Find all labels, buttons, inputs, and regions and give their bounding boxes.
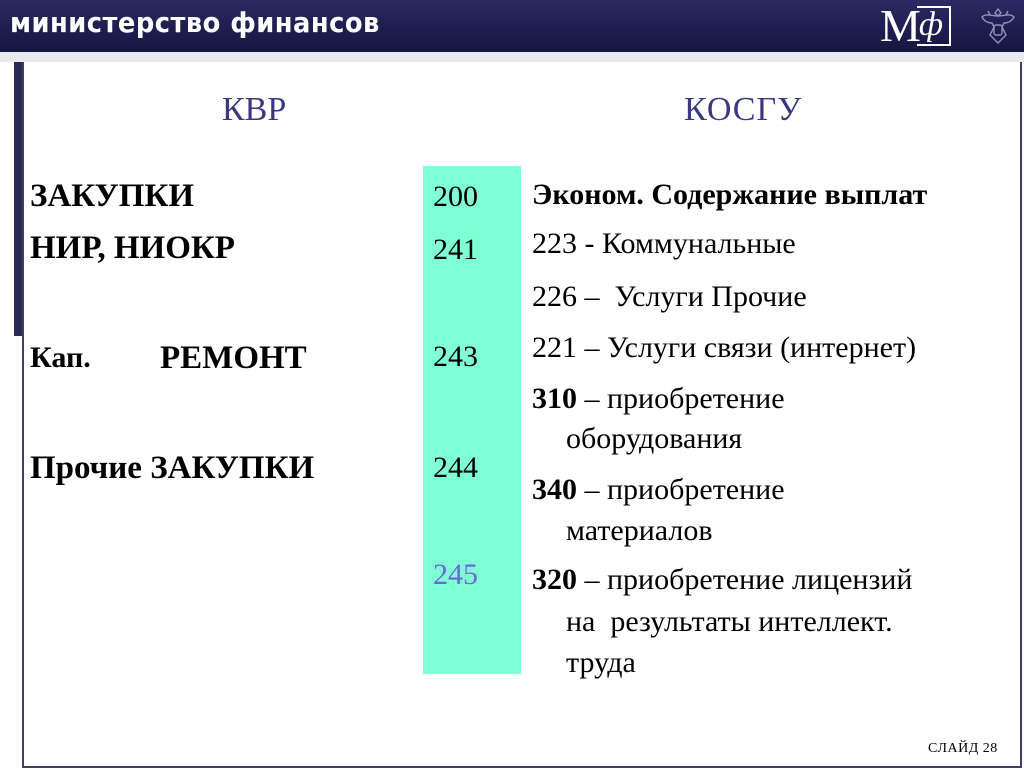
kosgu-code: 223 xyxy=(532,227,577,260)
slide-number: СЛАЙД 28 xyxy=(928,741,998,756)
label-remont: РЕМОНТ xyxy=(160,340,307,376)
kosgu-code: 310 xyxy=(532,382,577,415)
kosgu-subheading: Эконом. Содержание выплат xyxy=(532,178,928,211)
kosgu-item-320-cont2: труда xyxy=(566,646,636,679)
label-zakupki: ЗАКУПКИ xyxy=(30,178,195,214)
kosgu-text: – приобретение лицензий xyxy=(577,563,913,596)
kosgu-code: 221 xyxy=(532,331,577,364)
frame-left-border xyxy=(22,62,24,768)
kosgu-item-223 xyxy=(532,223,796,265)
kosgu-text: – приобретение xyxy=(577,473,785,506)
kosgu-code: 226 xyxy=(532,280,577,313)
logo-letter-f: ф xyxy=(917,6,951,46)
header-underline xyxy=(0,52,1024,62)
label-nir-niokr: НИР, НИОКР xyxy=(30,230,235,266)
kosgu-text: – приобретение xyxy=(577,382,785,415)
kosgu-text: – Услуги связи (интернет) xyxy=(577,331,917,364)
code-245: 245 xyxy=(433,558,478,591)
header-banner xyxy=(0,0,1024,52)
kosgu-item-310 xyxy=(532,378,785,420)
code-200: 200 xyxy=(433,180,478,213)
kosgu-item-221 xyxy=(532,327,916,369)
left-accent-bar xyxy=(14,62,22,336)
label-prochie-zakupki: Прочие ЗАКУПКИ xyxy=(30,450,315,486)
double-headed-eagle-icon xyxy=(978,5,1018,47)
label-kap: Кап. xyxy=(30,341,91,374)
logo-letter-m: М xyxy=(880,0,921,51)
frame-right-border xyxy=(1020,62,1022,768)
kosgu-text: - Коммунальные xyxy=(577,227,796,260)
ministry-logo xyxy=(880,2,951,50)
kosgu-item-320-cont: на результаты интеллект. xyxy=(566,605,893,638)
kosgu-code: 320 xyxy=(532,563,577,596)
code-243: 243 xyxy=(433,340,478,373)
kosgu-item-310-cont: оборудования xyxy=(566,422,743,455)
code-241: 241 xyxy=(433,233,478,266)
kvr-heading: КВР xyxy=(222,91,287,128)
kosgu-item-340-cont: материалов xyxy=(566,514,713,547)
code-244: 244 xyxy=(433,451,478,484)
kosgu-item-340 xyxy=(532,469,785,511)
kosgu-code: 340 xyxy=(532,473,577,506)
kosgu-item-226 xyxy=(532,276,807,318)
ministry-title: министерство финансов xyxy=(10,6,380,39)
kosgu-heading: КОСГУ xyxy=(684,91,803,128)
kosgu-text: – Услуги Прочие xyxy=(577,280,807,313)
kosgu-item-320 xyxy=(532,559,912,601)
